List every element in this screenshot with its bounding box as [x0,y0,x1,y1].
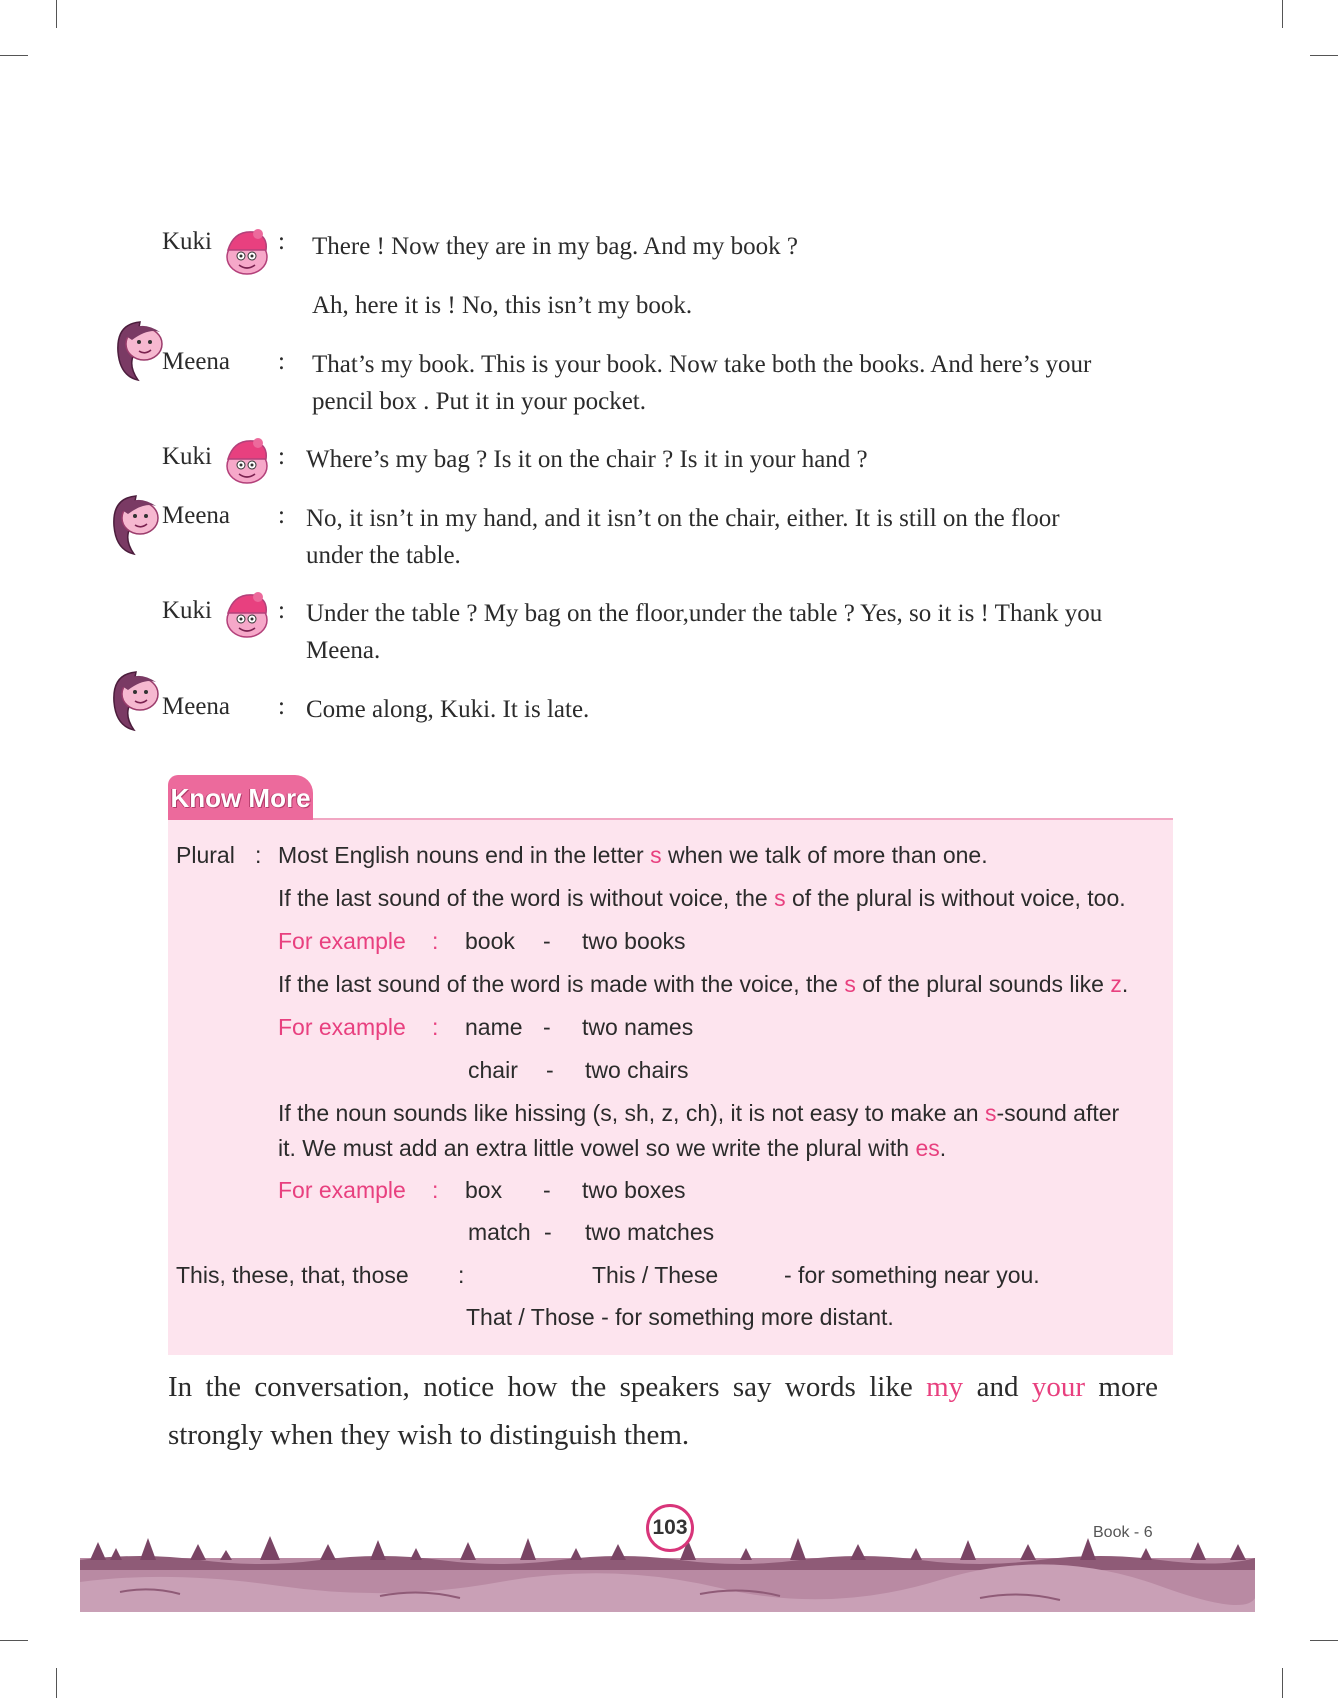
example-plural: two chairs [585,1057,689,1083]
example-dash: - [543,1177,551,1203]
example-dash: - [543,1014,551,1040]
demo-near: This / These [592,1262,719,1288]
speech-line: Under the table ? My bag on the floor,under the table ? Yes, so it is ! Thank you [306,600,1103,627]
example-plural: two matches [585,1219,715,1245]
speech-line: That’s my book. This is your book. Now take both the books. And here’s your [312,351,1092,378]
speaker-colon: : [278,228,285,255]
example-word: match [468,1219,531,1245]
know-more-tab [168,775,313,821]
example-word: chair [468,1057,518,1083]
speaker-colon: : [278,693,285,720]
example-word: name [465,1014,523,1040]
crop-mark [1282,0,1283,28]
example-dash: - [543,928,551,954]
for-example-colon: : [432,1177,439,1203]
crop-mark [1310,55,1338,56]
page-number: 103 [646,1504,694,1552]
speaker-name: Meena [162,693,231,720]
for-example-colon: : [432,1014,439,1040]
meena-avatar-icon [108,668,164,734]
rule-text: . [1121,971,1129,997]
meena-avatar-icon [108,492,164,558]
rule-1 [278,842,988,869]
speech-line: Where’s my bag ? Is it on the chair ? Is it in your hand ? [306,446,868,473]
rule-text: of the plural is without voice, too. [785,885,1126,911]
plural-label: Plural [176,842,235,868]
rule-text: If the last sound of the word is without voice, the [278,885,775,911]
demo-near-desc: - for something near you. [784,1262,1040,1288]
highlight: my [926,1371,964,1403]
highlight: s [774,885,786,911]
highlight: s [650,842,662,868]
highlight: s [844,971,856,997]
para-text: In the conversation, notice how the speakers say words like [168,1371,927,1403]
example-plural: two names [582,1014,694,1040]
for-example-colon: : [432,928,439,954]
speaker-colon: : [278,348,285,375]
highlight: s [984,1100,997,1126]
highlight: z [1110,971,1122,997]
kuki-avatar-icon [222,437,272,485]
example-word: box [465,1177,503,1203]
for-example-label: For example [278,1177,406,1203]
rule-text: If the last sound of the word is made with the voice, the [278,971,845,997]
rule-text: -sound after [996,1100,1120,1126]
crop-mark [1310,1640,1338,1641]
rule-text: it. We must add an extra little vowel so we write the plural with [278,1135,916,1161]
rule-4 [278,1100,1119,1127]
speaker-colon: : [278,443,285,470]
example-dash: - [544,1219,552,1245]
rule-text: If the noun sounds like hissing (s, sh, z, ch), it is not easy to make an [278,1100,985,1126]
speech-line: Ah, here it is ! No, this isn’t my book. [312,292,693,319]
rule-text: when we talk of more than one. [661,842,988,868]
book-label: Book - 6 [1093,1524,1153,1541]
speaker-colon: : [278,597,285,624]
know-more-title: Know More [170,782,311,813]
demo-far: That / Those - for something more distant. [466,1304,894,1330]
rule-text: Most English nouns end in the letter [278,842,651,868]
demonstratives-colon: : [458,1262,465,1288]
para-text: and [963,1371,1032,1403]
crop-mark [0,55,28,56]
kuki-avatar-icon [222,228,272,276]
speech-line: pencil box . Put it in your pocket. [312,388,646,415]
rule-2 [278,885,1126,912]
speech-line: No, it isn’t in my hand, and it isn’t on the chair, either. It is still on the floor [306,505,1060,532]
speech-line: under the table. [306,542,461,569]
rule-3 [278,971,1128,998]
example-plural: two books [582,928,686,954]
crop-mark [1282,1668,1283,1698]
speech-line: Come along, Kuki. It is late. [306,696,590,723]
for-example-label: For example [278,1014,406,1040]
highlight: your [1031,1371,1086,1403]
plural-colon: : [255,842,262,868]
for-example-label: For example [278,928,406,954]
speaker-name: Meena [162,348,231,375]
example-dash: - [546,1057,554,1083]
closing-paragraph [168,1363,1158,1459]
example-word: book [465,928,515,954]
meena-avatar-icon [112,318,168,384]
para-text: more strongly when they wish to distinguish them. [168,1371,1159,1451]
speaker-name: Meena [162,502,231,529]
rule-4-cont [278,1135,946,1162]
speaker-name: Kuki [162,228,212,255]
crop-mark [56,0,57,28]
speech-line: There ! Now they are in my bag. And my book ? [312,233,798,260]
rule-text: of the plural sounds like [855,971,1111,997]
crop-mark [0,1640,28,1641]
speech-line: Meena. [306,637,381,664]
speaker-name: Kuki [162,597,212,624]
kuki-avatar-icon [222,591,272,639]
crop-mark [56,1668,57,1698]
rule-text: . [939,1135,947,1161]
speaker-colon: : [278,502,285,529]
highlight: es [915,1135,940,1161]
demonstratives-label: This, these, that, those [176,1262,409,1288]
example-plural: two boxes [582,1177,686,1203]
speaker-name: Kuki [162,443,212,470]
